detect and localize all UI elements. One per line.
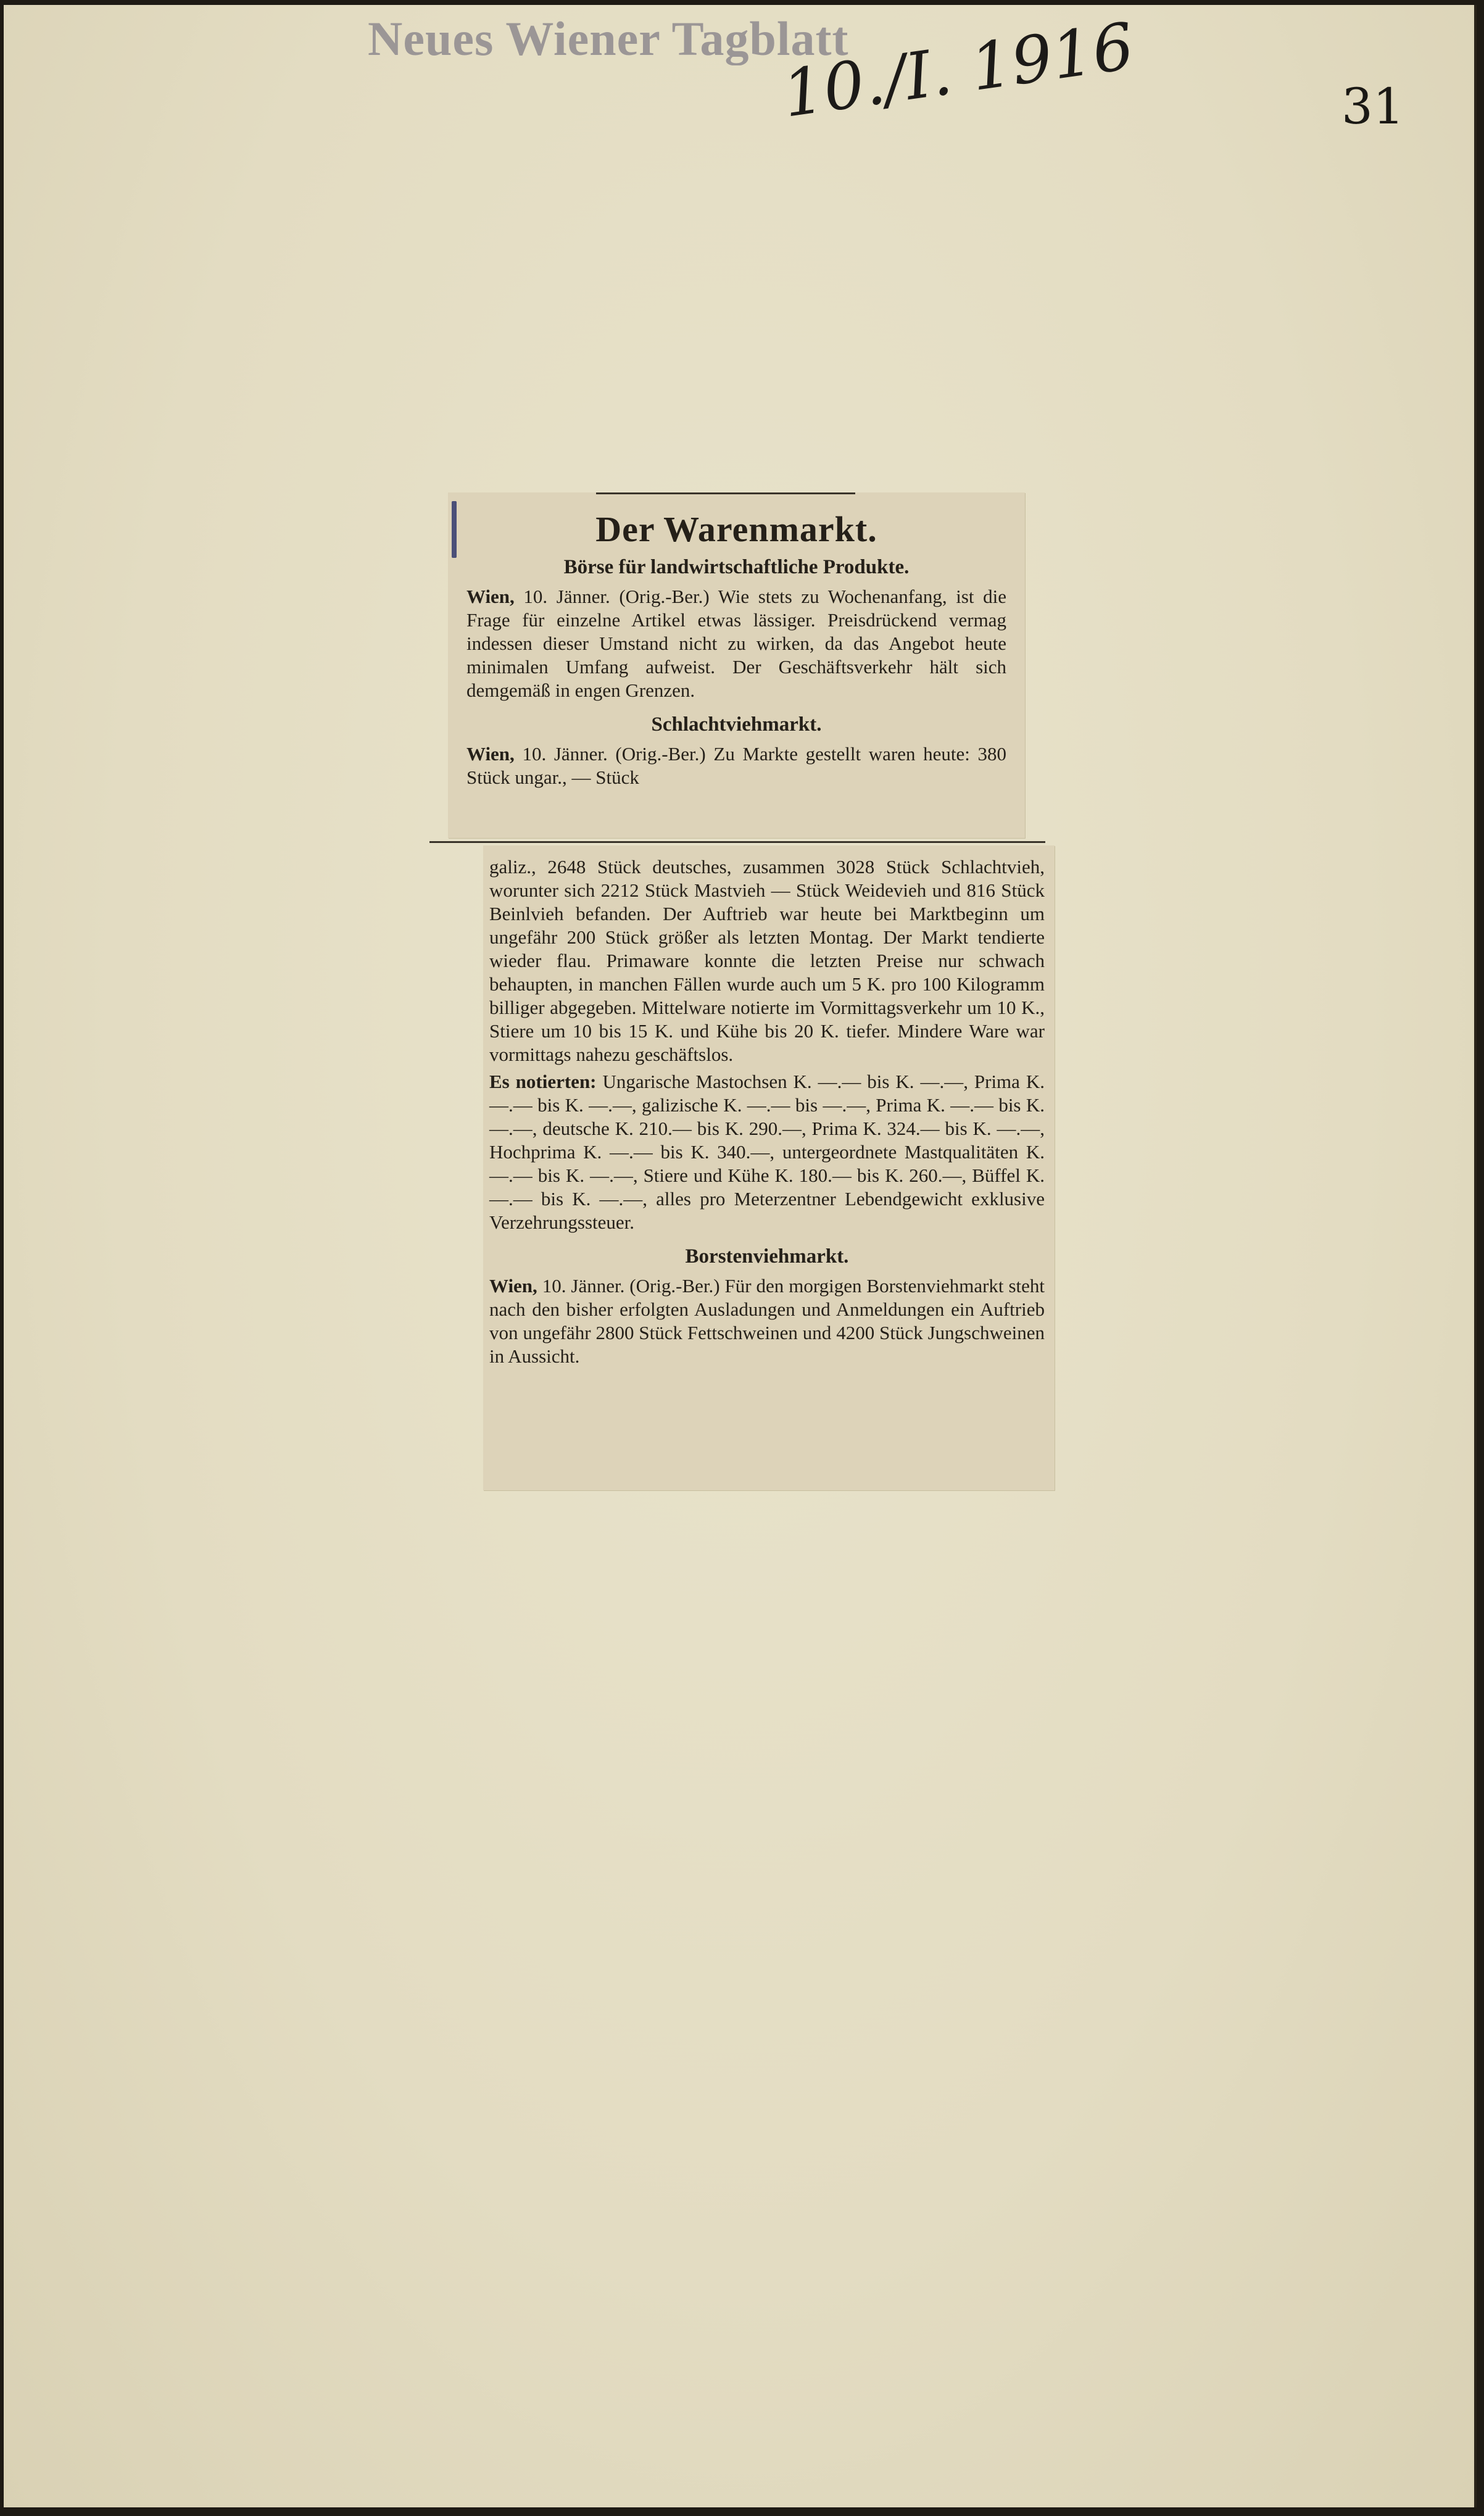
page-number: 31 xyxy=(1341,78,1404,135)
article-subtitle: Börse für landwirtschaftliche Produkte. xyxy=(563,556,910,578)
paragraph-lead: Wien, xyxy=(489,1275,537,1297)
top-rule xyxy=(596,492,855,494)
paragraph-notierungen xyxy=(489,1070,1045,1234)
separator-rule xyxy=(429,841,1045,843)
paragraph-lead: Es notierten: xyxy=(489,1071,597,1092)
paragraph-lead: Wien, xyxy=(466,586,515,607)
clipping-continuation xyxy=(483,845,1055,1490)
archive-sheet xyxy=(4,5,1477,2507)
paragraph-lead: Wien, xyxy=(466,743,515,765)
paragraph-text: 10. Jänner. (Orig.-Ber.) Für den morgigen Borstenviehmarkt steht nach den bisher erfolgten Ausladungen und Anmeldungen ein Auftrieb von ungefähr 2800 Stück Fettschweinen und 4200 Stück Jungschweinen in Aussicht. xyxy=(489,1275,1045,1367)
section-title-borstenvieh: Borstenviehmarkt. xyxy=(685,1245,849,1268)
paragraph-boerse xyxy=(466,585,1006,702)
paragraph-borstenvieh xyxy=(489,1274,1045,1368)
blue-pencil-mark xyxy=(452,501,457,558)
article-title: Der Warenmarkt. xyxy=(595,509,877,549)
paragraph-schlachtvieh-start xyxy=(466,742,1006,789)
paragraph-schlachtvieh-cont: galiz., 2648 Stück deutsches, zusammen 3028 Stück Schlachtvieh, worunter sich 2212 Stück Mastvieh — Stück Weidevieh und 816 Stück Beinlvieh befanden. Der Auftrieb war heute bei Marktbeginn um ungefähr 200 Stück größer als letzten Montag. Der Markt tendierte wieder flau. Primaware konnte die letzten Preise nur schwach behaupten, in manchen Fällen wurde auch um 5 K. pro 100 Kilogramm billiger abgegeben. Mittelware notierte im Vormittagsverkehr um 10 K., Stiere um 10 bis 15 K. und Kühe bis 20 K. tiefer. Mindere Ware war vormittags nahezu geschäftslos. xyxy=(489,856,1045,1065)
section-title-schlachtvieh: Schlachtviehmarkt. xyxy=(651,713,822,736)
newspaper-stamp: Neues Wiener Tagblatt xyxy=(368,12,849,65)
paragraph-text: 10. Jänner. (Orig.-Ber.) Wie stets zu Wochenanfang, ist die Frage für einzelne Artikel etwas lässiger. Preisdrückend vermag indessen dieser Umstand nicht zu wirken, da das Angebot heute minimalen Umfang aufweist. Der Geschäftsverkehr hält sich demgemäß in engen Grenzen. xyxy=(466,586,1006,701)
handwritten-date: 10./I. 1916 xyxy=(778,8,1138,132)
clipping-warenmarkt xyxy=(448,492,1025,838)
paragraph-text: 10. Jänner. (Orig.-Ber.) Zu Markte gestellt waren heute: 380 Stück ungar., — Stück xyxy=(466,743,1006,788)
paragraph-text: Ungarische Mastochsen K. —.— bis K. —.—, Prima K. —.— bis K. —.—, galizische K. —.— bis —.—, Prima K. —.— bis K. —.—, deutsche K. 210.— bis K. 290.—, Prima K. 324.— bis K. —.—, Hochprima K. —.— bis K. 340.—, untergeordnete Mastqualitäten K. —.— bis K. —.—, Stiere und Kühe K. 180.— bis K. 260.—, Büffel K. —.— bis K. —.—, alles pro Meterzentner Lebendgewicht exklusive Verzehrungssteuer. xyxy=(489,1071,1045,1233)
